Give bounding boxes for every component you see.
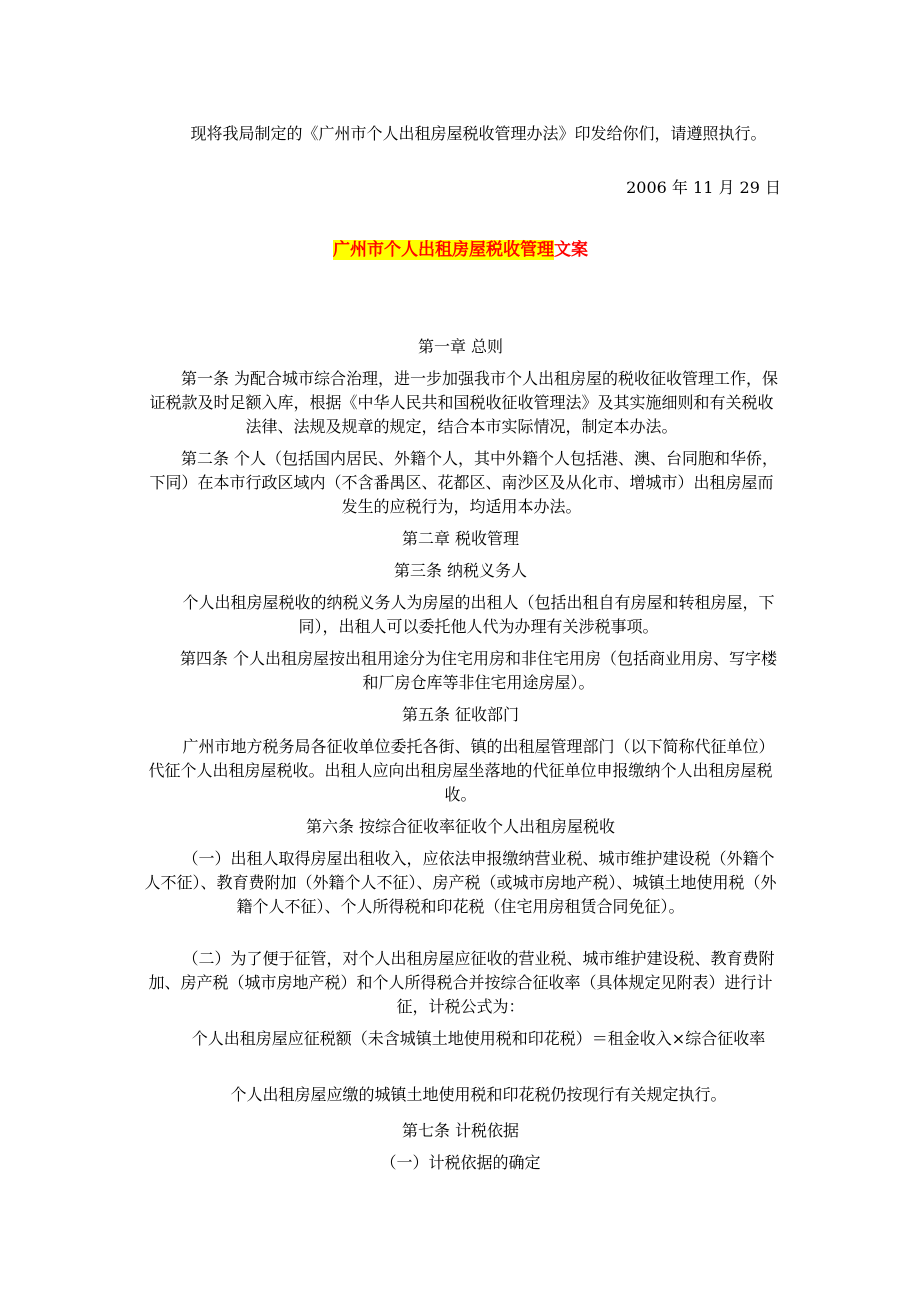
chapter-1-heading: 第一章 总则	[417, 337, 504, 356]
article-7-item-1: （一）计税依据的确定	[380, 1153, 541, 1172]
title-plain-text: 文案	[554, 240, 588, 260]
tax-formula: 个人出租房屋应征税额（未含城镇土地使用税和印花税）＝租金收入×综合征收率	[191, 1029, 766, 1048]
article-3-text: 个人出租房屋税收的纳税义务人为房屋的出租人（包括出租自有房屋和转租房屋，下同），出租人可以委托他人代为办理有关涉税事项。	[182, 593, 775, 636]
chapter-2-heading: 第二章 税收管理	[401, 529, 520, 548]
article-4: 第四条 个人出租房屋按出租用途分为住宅用房和非住宅用房（包括商业用房、写字楼和厂房仓库等非住宅用途房屋）。	[179, 649, 778, 692]
intro-paragraph: 现将我局制定的《广州市个人出租房屋税收管理办法》印发给你们，请遵照执行。	[190, 124, 767, 143]
article-6-heading: 第六条 按综合征收率征收个人出租房屋税收	[305, 817, 616, 836]
title-highlighted-text: 广州市个人出租房屋税收管理	[333, 240, 554, 260]
article-5-text: 广州市地方税务局各征收单位委托各街、镇的出租屋管理部门（以下简称代征单位）代征个人出租房屋税收。出租人应向出租房屋坐落地的代征单位申报缴纳个人出租房屋税收。	[148, 737, 775, 804]
document-title	[140, 237, 781, 263]
article-2: 第二条 个人（包括国内居民、外籍个人，其中外籍个人包括港、澳、台同胞和华侨，下同）在本市行政区域内（不含番禺区、花都区、南沙区及从化市、增城市）出租房屋而发生的应税行为，均适用本办法。	[149, 449, 779, 516]
article-1: 第一条 为配合城市综合治理，进一步加强我市个人出租房屋的税收征收管理工作，保证税款及时足额入库，根据《中华人民共和国税收征收管理法》及其实施细则和有关税收法律、法规及规章的规定，结合本市实际情况，制定本办法。	[149, 369, 779, 436]
article-7-heading: 第七条 计税依据	[401, 1121, 520, 1140]
article-6-note: 个人出租房屋应缴的城镇土地使用税和印花税仍按现行有关规定执行。	[230, 1085, 727, 1104]
article-6-item-2: （二）为了便于征管，对个人出租房屋应征收的营业税、城市维护建设税、教育费附加、房产税（城市房地产税）和个人所得税合并按综合征收率（具体规定见附表）进行计征，计税公式为：	[148, 949, 775, 1016]
article-5-heading: 第五条 征收部门	[401, 705, 520, 724]
issue-date: 2006 年 11 月 29 日	[626, 178, 781, 197]
article-6-item-1: （一）出租人取得房屋出租收入，应依法申报缴纳营业税、城市维护建设税（外籍个人不征）、教育费附加（外籍个人不征）、房产税（或城市房地产税）、城镇土地使用税（外籍个人不征）、个人所得税和印花税（住宅用房租赁合同免征）。	[144, 849, 777, 916]
article-3-heading: 第三条 纳税义务人	[393, 561, 528, 580]
